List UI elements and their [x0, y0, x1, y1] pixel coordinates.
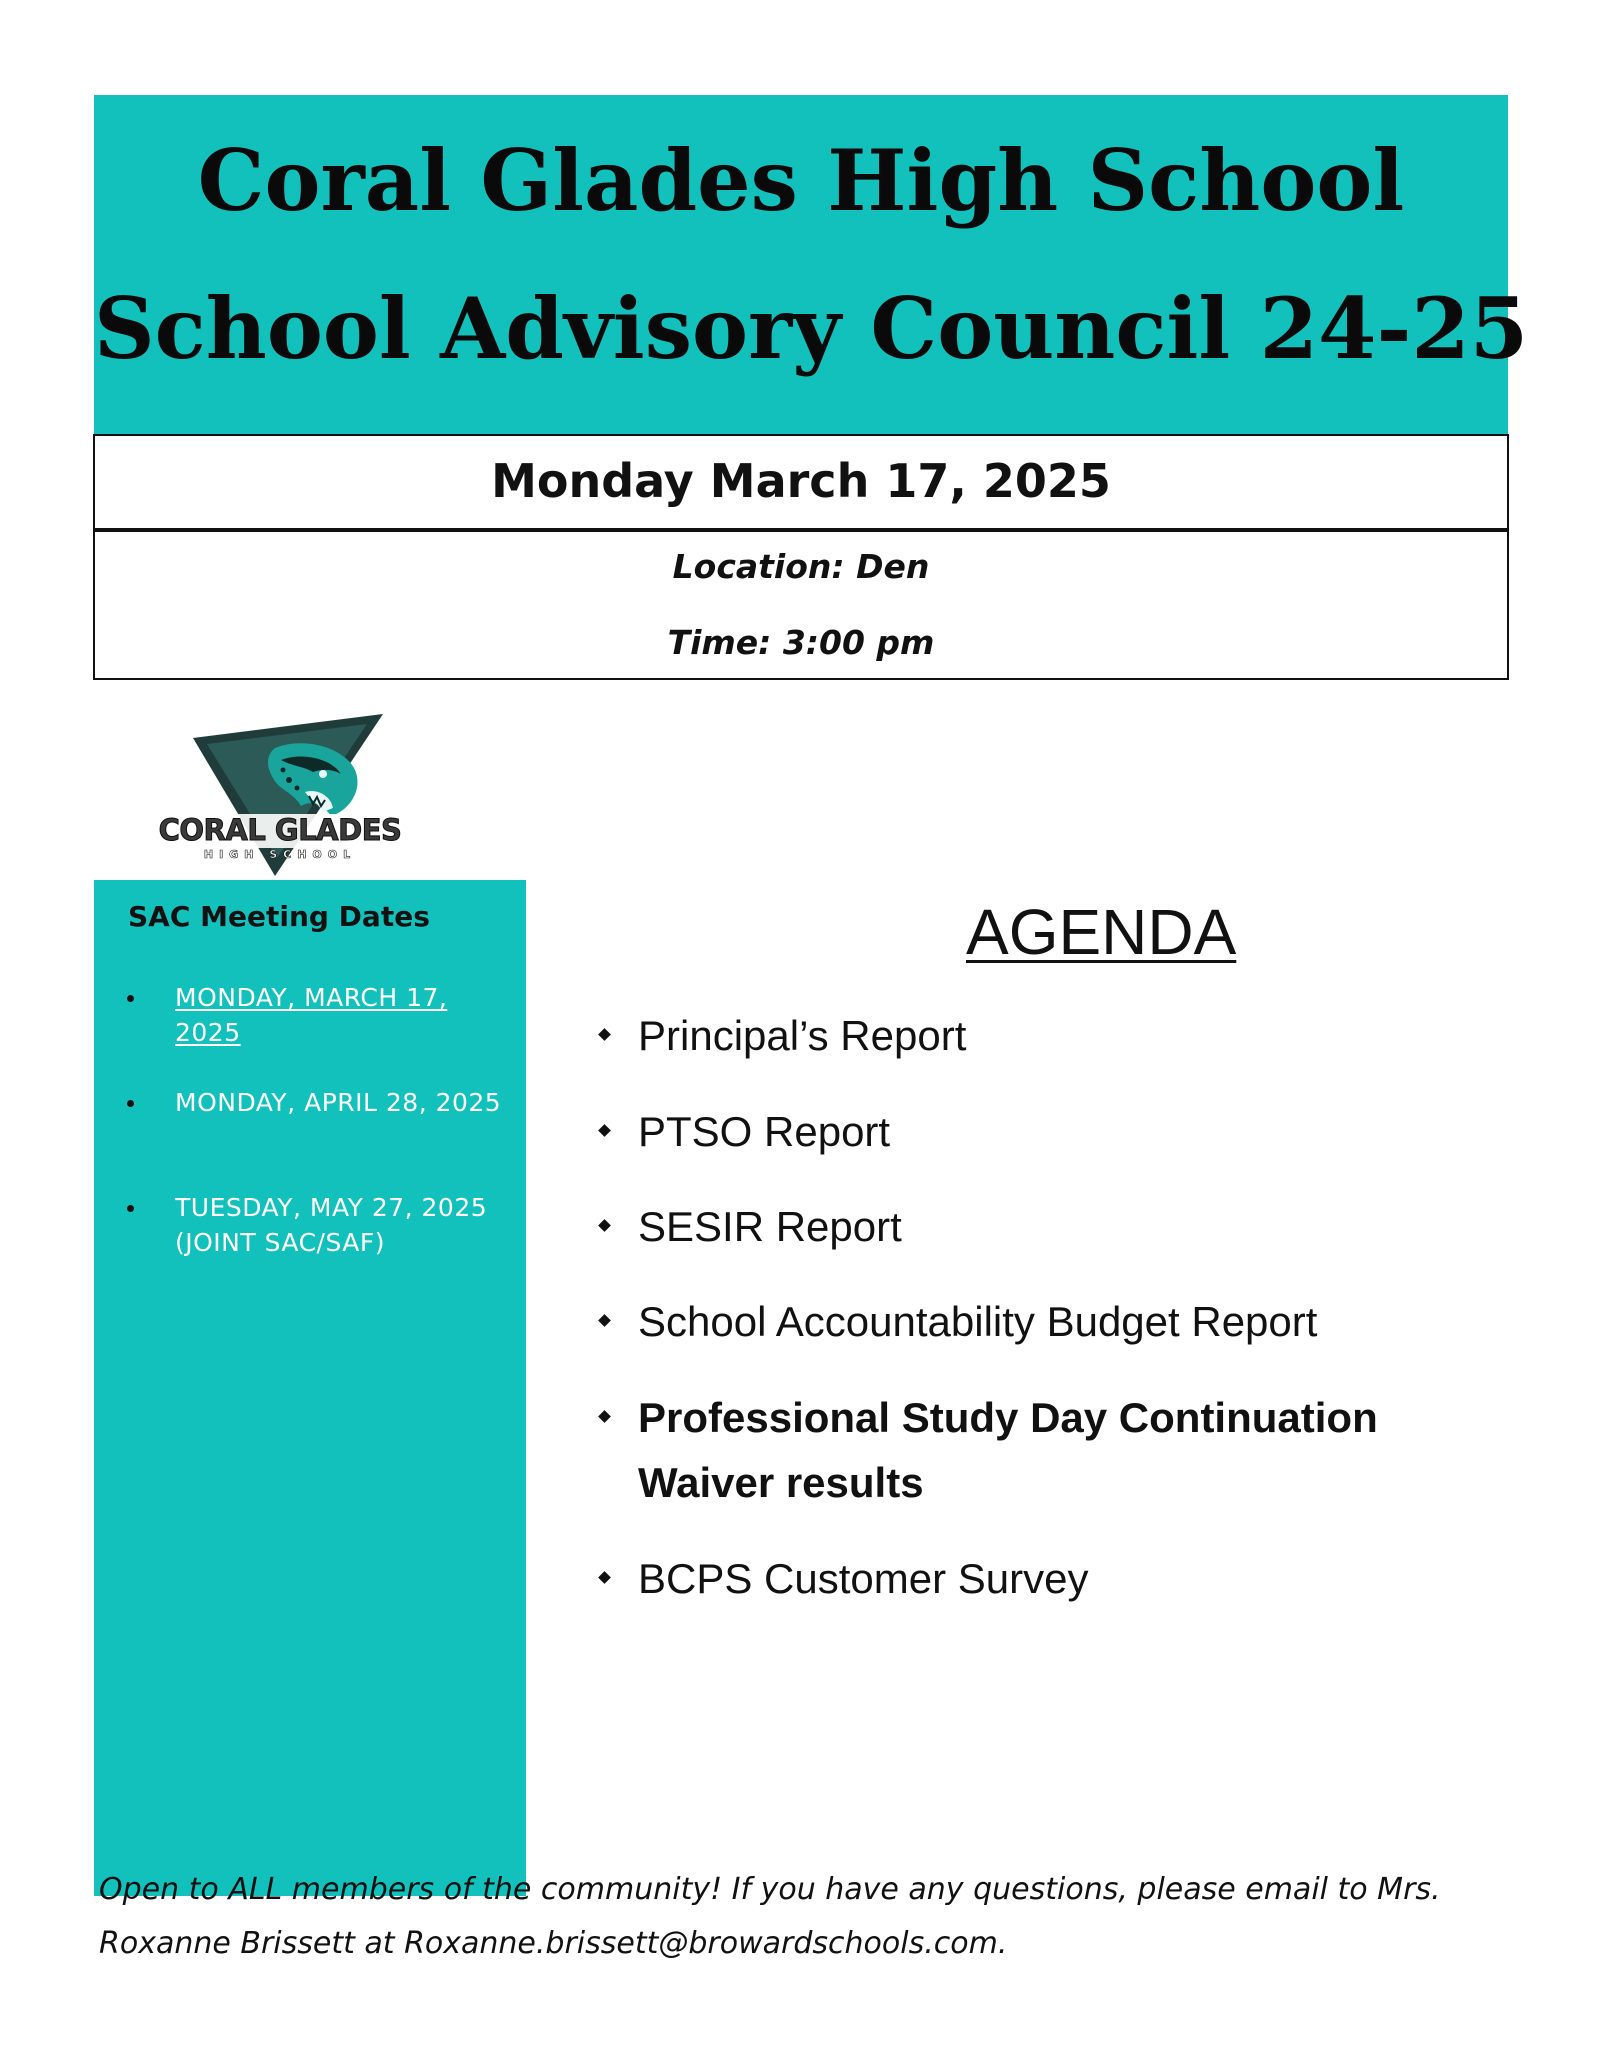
meeting-time: Time: 3:00 pm [667, 623, 935, 662]
agenda-item [638, 1003, 1458, 1068]
meeting-info-box [93, 530, 1509, 680]
diamond-bullet-icon [598, 1028, 611, 1041]
sac-dates-sidebar [94, 880, 526, 1896]
agenda-item-text: Professional Study Day Continuation Waiver results [638, 1394, 1378, 1506]
agenda-item [638, 1099, 1458, 1164]
meeting-date-item [175, 1190, 505, 1260]
agenda-item [638, 1289, 1458, 1354]
meeting-location: Location: Den [672, 547, 930, 586]
council-title: School Advisory Council 24-25 [94, 279, 1529, 378]
agenda-item-text: Principal’s Report [638, 1012, 967, 1059]
agenda-item-text: BCPS Customer Survey [638, 1555, 1089, 1602]
agenda-item-text: SESIR Report [638, 1203, 902, 1250]
meeting-date-box [93, 434, 1509, 530]
agenda-item [638, 1194, 1458, 1259]
header-banner [94, 95, 1529, 434]
agenda-item-text: PTSO Report [638, 1108, 891, 1155]
diamond-bullet-icon [598, 1124, 611, 1137]
bullet-icon [127, 1100, 134, 1107]
footer-line-1: Open to ALL members of the community! If you have any questions, please email to Mrs. [99, 1872, 1441, 1907]
meeting-date-text: MONDAY, APRIL 28, 2025 [175, 1088, 502, 1117]
agenda-item [638, 1385, 1398, 1515]
meeting-date: Monday March 17, 2025 [491, 454, 1111, 508]
footer-line-2[interactable]: Roxanne Brissett at Roxanne.brissett@browardschools.com. [99, 1926, 1008, 1961]
agenda-item [638, 1546, 1458, 1611]
meeting-date-item [175, 1085, 505, 1120]
bullet-icon [127, 1205, 134, 1212]
diamond-bullet-icon [598, 1410, 611, 1423]
logo-wordmark: CORAL GLADES [158, 813, 402, 847]
logo-subtext: HIGH SCHOOL [203, 848, 357, 861]
jaguar-logo-icon [155, 708, 405, 878]
diamond-bullet-icon [598, 1571, 611, 1584]
school-logo [155, 708, 405, 878]
sidebar-title: SAC Meeting Dates [128, 900, 430, 933]
diamond-bullet-icon [598, 1219, 611, 1232]
footer-note [99, 1863, 1519, 1971]
agenda-item-text: School Accountability Budget Report [638, 1298, 1318, 1345]
agenda-title: AGENDA [966, 896, 1237, 968]
bullet-icon [127, 995, 134, 1002]
meeting-date-text: TUESDAY, MAY 27, 2025 (JOINT SAC/SAF) [175, 1193, 488, 1257]
diamond-bullet-icon [598, 1314, 611, 1327]
meeting-date-link[interactable]: MONDAY, MARCH 17, 2025 [175, 983, 448, 1047]
school-name: Coral Glades High School [197, 131, 1405, 230]
meeting-date-item[interactable] [175, 980, 505, 1050]
